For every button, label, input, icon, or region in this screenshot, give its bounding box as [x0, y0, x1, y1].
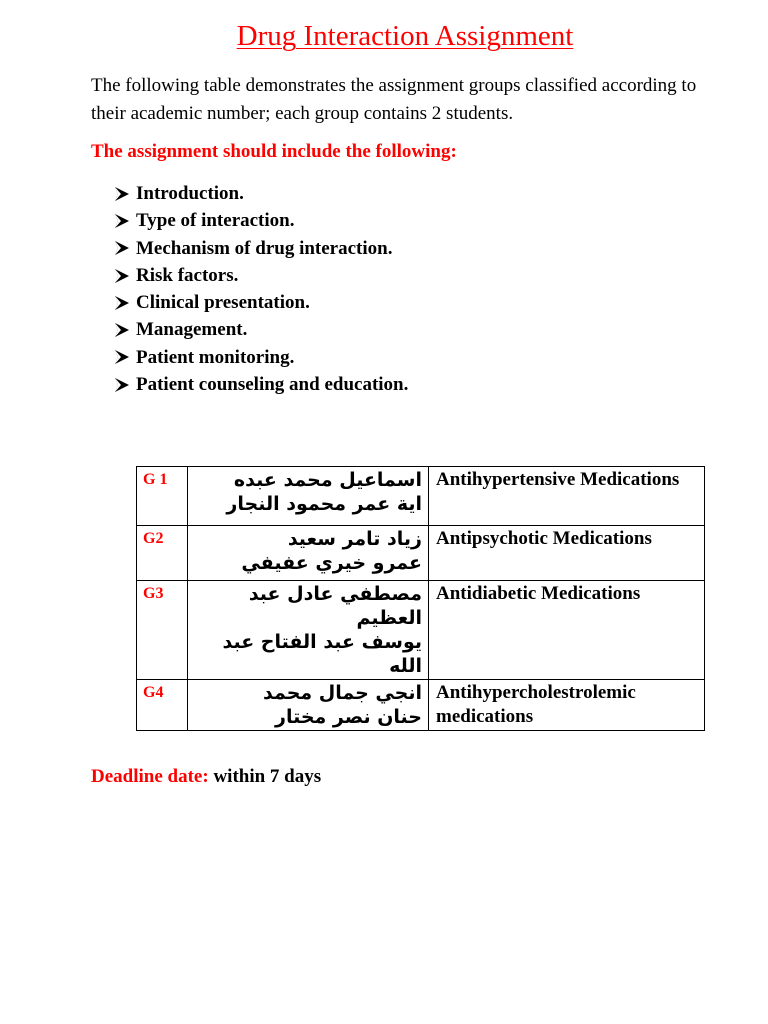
students-cell [188, 680, 429, 731]
requirement-text: Mechanism of drug interaction. [136, 237, 393, 259]
document-title: Drug Interaction Assignment [236, 20, 574, 52]
students-cell [188, 581, 429, 680]
topic-cell: Antihypercholestrolemic medications [429, 680, 705, 731]
requirement-text: Type of interaction. [136, 210, 295, 232]
table-row [137, 581, 705, 680]
table-row [137, 526, 705, 581]
group-id-cell: G 1 [137, 467, 188, 526]
groups-table [136, 466, 705, 731]
requirement-text: Patient counseling and education. [136, 374, 409, 396]
list-item [112, 180, 408, 207]
deadline-value: within 7 days [213, 766, 322, 787]
deadline-line [91, 764, 321, 790]
student-name: انجي جمال محمد [262, 682, 422, 704]
arrowhead-bullet-icon [112, 293, 132, 313]
list-item [112, 235, 408, 262]
topic-cell: Antihypertensive Medications [429, 467, 705, 526]
requirement-text: Risk factors. [136, 264, 239, 286]
student-name: يوسف عبد الفتاح عبد الله [222, 631, 422, 677]
list-item [112, 289, 408, 316]
student-name: زياد تامر سعيد [287, 528, 422, 550]
group-id-cell: G4 [137, 680, 188, 731]
student-name: مصطفي عادل عبد العظيم [248, 583, 422, 629]
requirement-text: Clinical presentation. [136, 292, 310, 314]
table-row [137, 467, 705, 526]
students-cell [188, 526, 429, 581]
arrowhead-bullet-icon [112, 266, 132, 286]
topic-cell: Antidiabetic Medications [429, 581, 705, 680]
arrowhead-bullet-icon [112, 184, 132, 204]
group-id-cell: G2 [137, 526, 188, 581]
list-item [112, 262, 408, 289]
list-item [112, 371, 408, 398]
table-row [137, 680, 705, 731]
list-item [112, 316, 408, 343]
students-cell [188, 467, 429, 526]
group-id-cell: G3 [137, 581, 188, 680]
student-name: عمرو خيري عفيفي [241, 552, 422, 574]
list-item [112, 207, 408, 234]
student-name: اسماعيل محمد عبده [233, 469, 422, 491]
topic-cell: Antipsychotic Medications [429, 526, 705, 581]
arrowhead-bullet-icon [112, 375, 132, 395]
intro-paragraph: The following table demonstrates the assignment groups classified according to their academic number; each group contains 2 students. [91, 75, 697, 124]
arrowhead-bullet-icon [112, 347, 132, 367]
requirement-text: Management. [136, 319, 248, 341]
requirements-heading: The assignment should include the following: [91, 141, 457, 162]
list-item [112, 344, 408, 371]
deadline-label: Deadline date: [91, 766, 209, 787]
arrowhead-bullet-icon [112, 238, 132, 258]
student-name: حنان نصر مختار [275, 706, 422, 728]
arrowhead-bullet-icon [112, 320, 132, 340]
requirement-text: Introduction. [136, 183, 244, 204]
student-name: اية عمر محمود النجار [226, 493, 422, 515]
requirement-text: Patient monitoring. [136, 346, 295, 368]
requirements-list [112, 180, 408, 398]
arrowhead-bullet-icon [112, 211, 132, 231]
